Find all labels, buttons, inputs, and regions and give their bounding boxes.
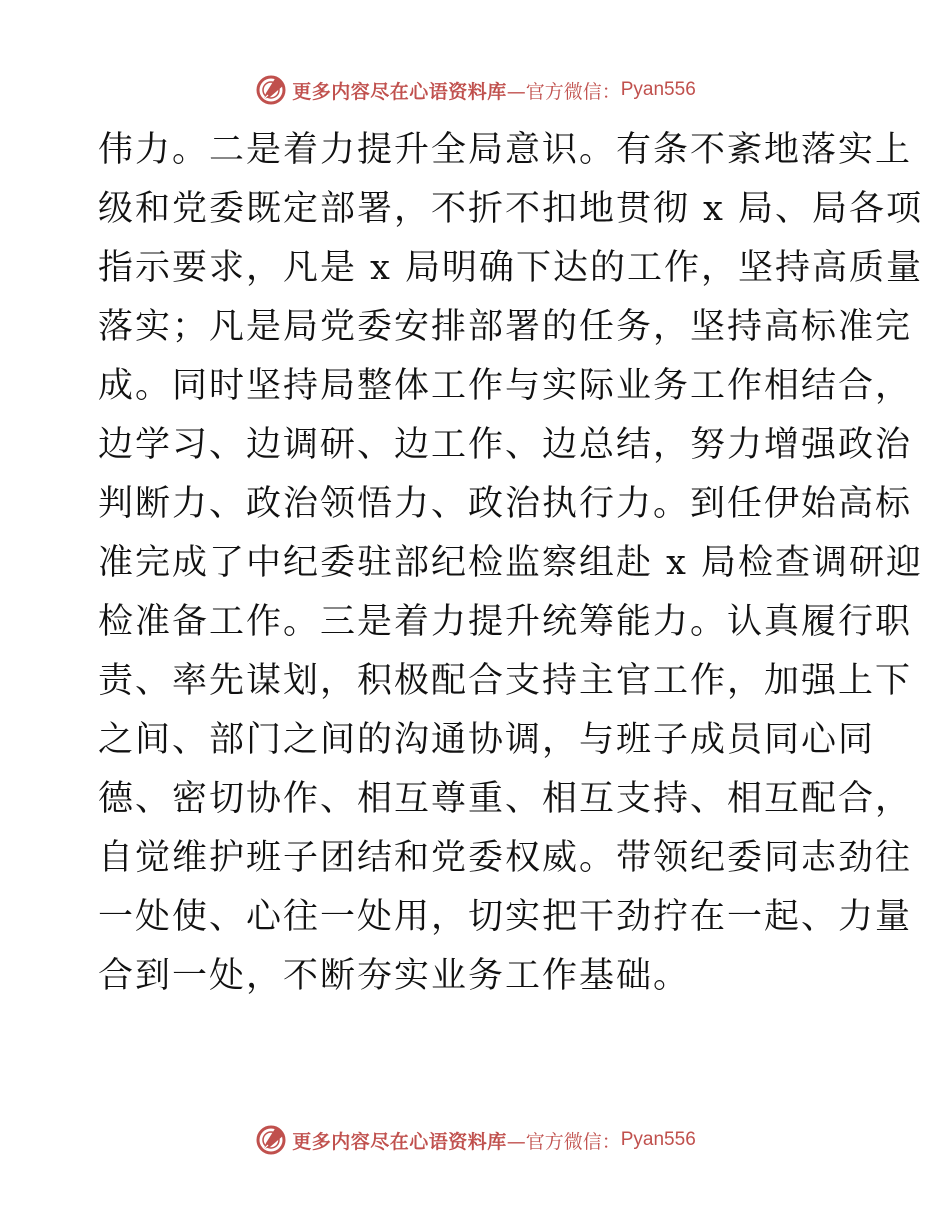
footer-sub-text: —官方微信： (506, 1130, 621, 1153)
body-line: 准完成了中纪委驻部纪检监察组赴 x 局检查调研迎 (98, 543, 923, 583)
body-line: 成。同时坚持局整体工作与实际业务工作相结合， (98, 366, 913, 406)
footer-banner (0, 1120, 950, 1160)
body-line: 一处使、心往一处用，切实把干劲拧在一起、力量 (98, 897, 913, 937)
document-body (98, 121, 923, 1006)
body-line: 边学习、边调研、边工作、边总结，努力增强政治 (98, 425, 913, 465)
pen-nib-seal-icon (254, 73, 288, 107)
body-line: 落实；凡是局党委安排部署的任务，坚持高标准完 (98, 307, 913, 347)
body-line: 指示要求，凡是 x 局明确下达的工作，坚持高质量 (98, 248, 923, 288)
header-main-text: 更多内容尽在心语资料库 (292, 80, 507, 103)
body-line: 之间、部门之间的沟通协调，与班子成员同心同 (98, 720, 876, 760)
body-line: 德、密切协作、相互尊重、相互支持、相互配合， (98, 779, 913, 819)
body-line: 判断力、政治领悟力、政治执行力。到任伊始高标 (98, 484, 913, 524)
body-line: 检准备工作。三是着力提升统筹能力。认真履行职 (98, 602, 913, 642)
header-banner (0, 70, 950, 110)
body-line: 伟力。二是着力提升全局意识。有条不紊地落实上 (98, 130, 913, 170)
footer-main-text: 更多内容尽在心语资料库 (292, 1130, 507, 1153)
header-wechat-id: Pyan556 (620, 79, 696, 100)
pen-nib-seal-icon (254, 1123, 288, 1157)
body-line: 级和党委既定部署，不折不扣地贯彻 x 局、局各项 (98, 189, 923, 229)
body-line: 责、率先谋划，积极配合支持主官工作，加强上下 (98, 661, 913, 701)
footer-wechat-id: Pyan556 (620, 1129, 696, 1150)
body-line: 合到一处，不断夯实业务工作基础。 (98, 956, 691, 996)
header-sub-text: —官方微信： (506, 80, 621, 103)
body-line: 自觉维护班子团结和党委权威。带领纪委同志劲往 (98, 838, 913, 878)
